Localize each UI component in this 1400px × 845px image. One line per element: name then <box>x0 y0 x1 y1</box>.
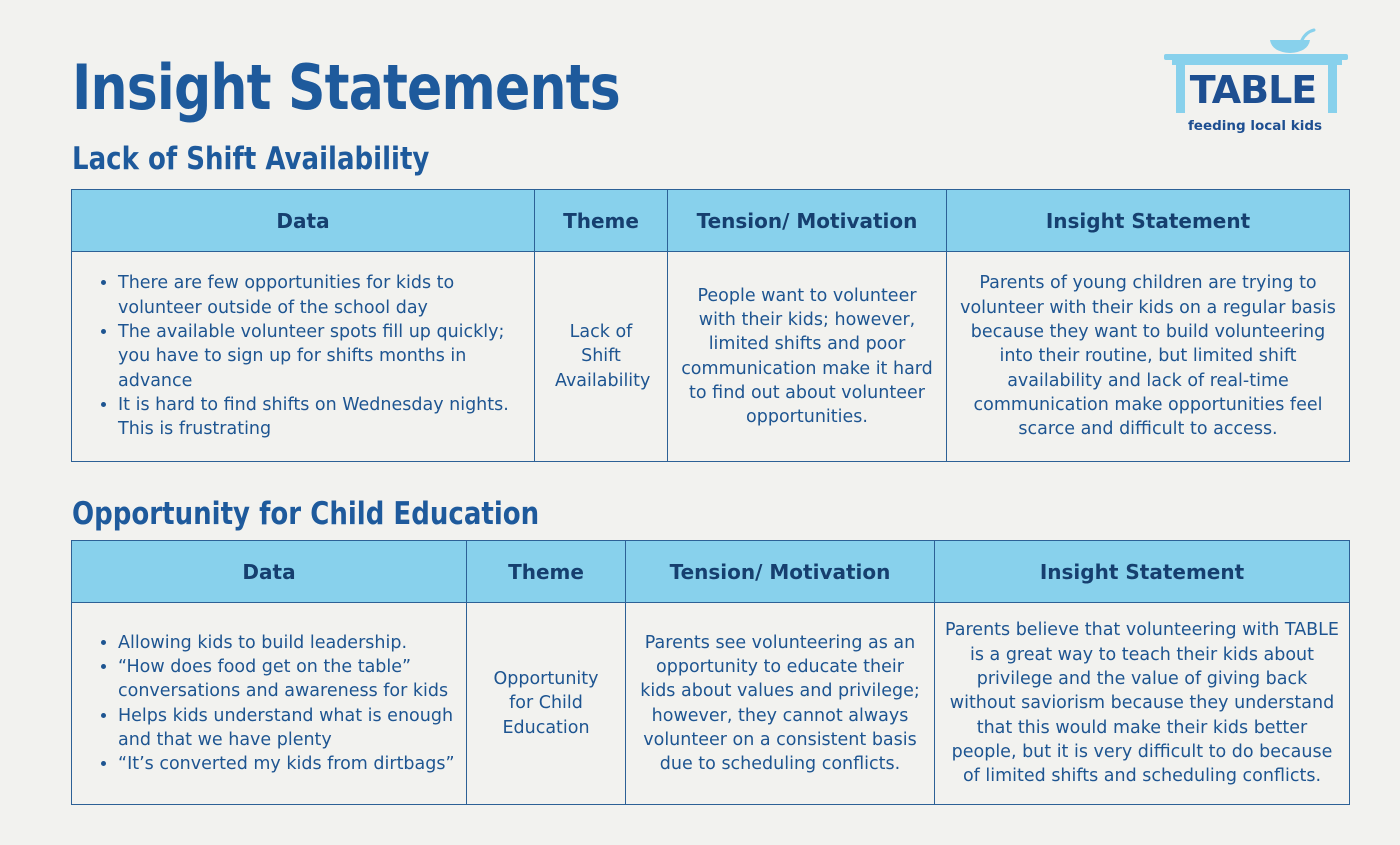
list-item: • It is hard to find shifts on Wednesday nights. This is frustrating <box>118 393 526 442</box>
insight-text: Parents believe that volunteering with TABLE is a great way to teach their kids about privilege and the value of giving back without saviorism because they understand that this would make their kids better people, but it is very difficult to do because of limited shifts and scheduling conflicts. <box>945 620 1339 787</box>
header-theme: Theme <box>535 190 668 252</box>
table-header-row <box>72 541 1350 603</box>
page-title: Insight Statements <box>72 51 620 124</box>
insight-table-shift-availability <box>71 189 1350 462</box>
list-item: • There are few opportunities for kids to volunteer outside of the school day <box>118 271 526 320</box>
theme-text: Lack of Shift Availability <box>555 322 651 391</box>
section-title-shift-availability: Lack of Shift Availability <box>72 141 430 177</box>
list-item: • “It’s converted my kids from dirtbags” <box>118 752 458 776</box>
tension-text: Parents see volunteering as an opportunity to educate their kids about values and privilege; however, they cannot always volunteer on a consistent basis due to scheduling conflicts. <box>640 632 920 775</box>
logo-wordmark: TABLE <box>1189 68 1317 112</box>
theme-cell <box>467 603 626 805</box>
header-data: Data <box>72 190 535 252</box>
insight-text: Parents of young children are trying to volunteer with their kids on a regular basis because they want to build volunteering into their routine, but limited shift availability and lack of real-time communication make opportunities feel scarce and difficult to access. <box>960 273 1336 440</box>
table-logo <box>1160 26 1350 140</box>
list-item: • “How does food get on the table” conversations and awareness for kids <box>118 655 458 704</box>
header-insight-statement: Insight Statement <box>947 190 1350 252</box>
section-title-child-education: Opportunity for Child Education <box>72 496 540 532</box>
tension-text: People want to volunteer with their kids; however, limited shifts and poor communication make it hard to find out about volunteer opportunities. <box>681 285 933 428</box>
list-item: • The available volunteer spots fill up quickly; you have to sign up for shifts months in advance <box>118 320 526 393</box>
theme-text: Opportunity for Child Education <box>493 669 599 738</box>
header-tension-motivation: Tension/ Motivation <box>668 190 947 252</box>
insight-cell <box>947 252 1350 462</box>
insight-table-child-education <box>71 540 1350 805</box>
header-tension-motivation: Tension/ Motivation <box>626 541 935 603</box>
insight-cell <box>935 603 1350 805</box>
table-row <box>72 252 1350 462</box>
list-item: • Helps kids understand what is enough and that we have plenty <box>118 704 458 753</box>
data-cell <box>72 252 535 462</box>
list-item: • Allowing kids to build leadership. <box>118 631 458 655</box>
logo-tagline: feeding local kids <box>1187 118 1323 134</box>
tension-cell <box>668 252 947 462</box>
theme-cell <box>535 252 668 462</box>
data-list <box>94 271 526 441</box>
header-data: Data <box>72 541 467 603</box>
data-cell <box>72 603 467 805</box>
header-theme: Theme <box>467 541 626 603</box>
header-insight-statement: Insight Statement <box>935 541 1350 603</box>
tension-cell <box>626 603 935 805</box>
table-header-row <box>72 190 1350 252</box>
data-list <box>94 631 458 777</box>
table-row <box>72 603 1350 805</box>
